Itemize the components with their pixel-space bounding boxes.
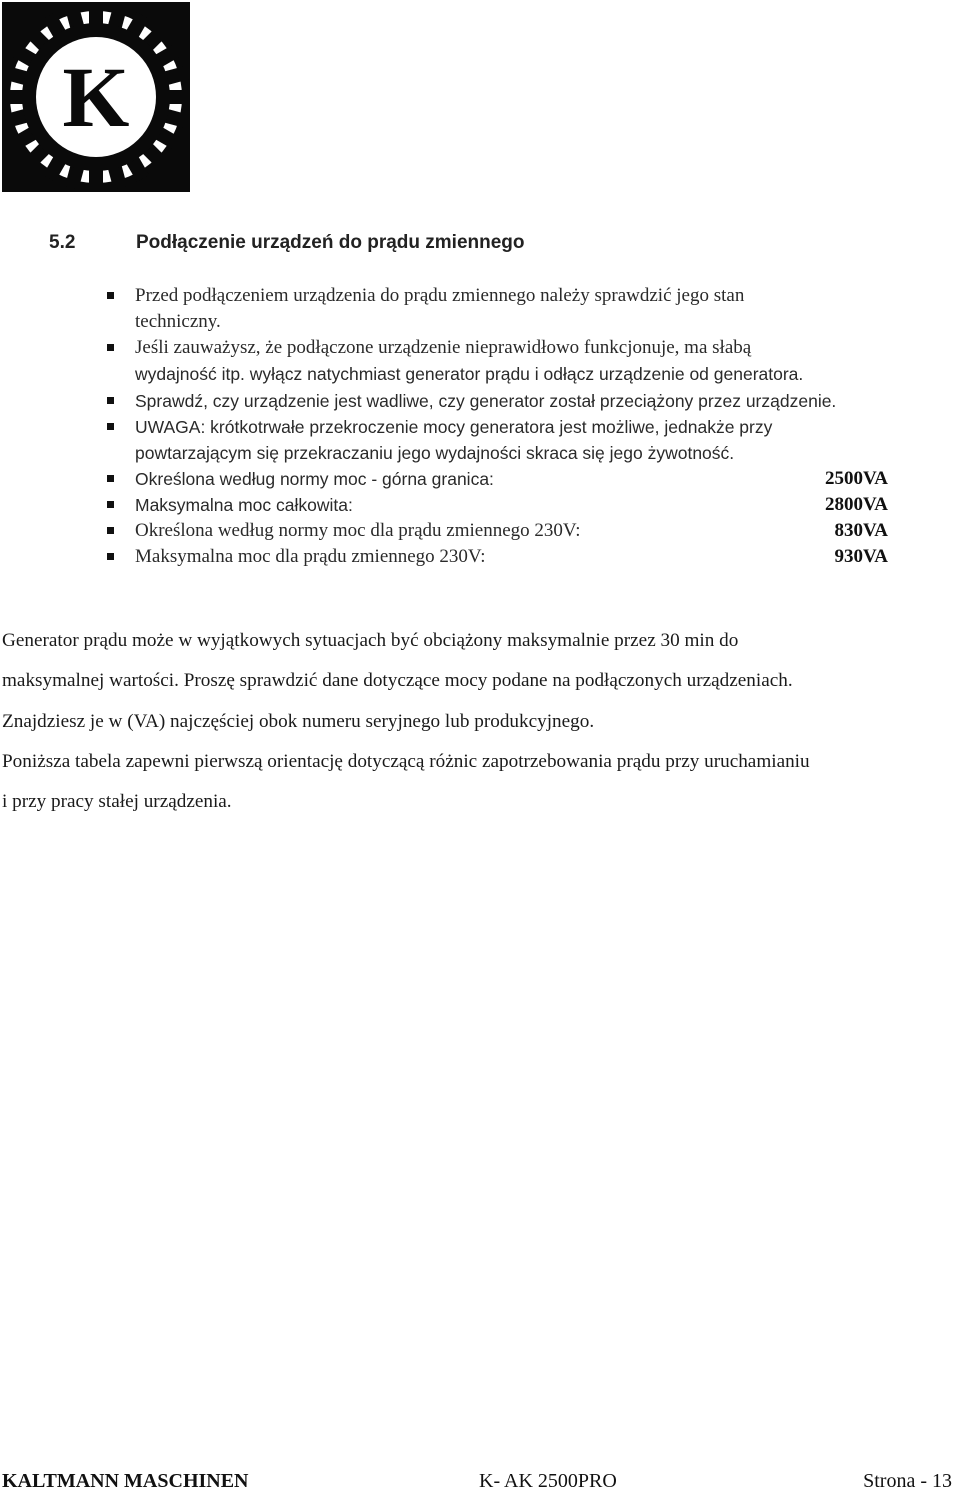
spec-row (104, 466, 904, 492)
kaltmann-gear-logo (2, 2, 190, 192)
paragraph-line: Generator prądu może w wyjątkowych sytuacjach być obciążony maksymalnie przez 30 min do (2, 630, 739, 651)
footer-company: KALTMANN MASCHINEN (2, 1470, 249, 1492)
list-item: UWAGA: krótkotrwałe przekroczenie mocy generatora jest możliwe, jednakże przy powtarzającym się przekraczaniu jego wydajności skraca się jego żywotność. (104, 414, 904, 466)
spec-row (104, 544, 904, 570)
spec-value: 2500VA (825, 468, 888, 489)
page-footer (2, 1470, 952, 1498)
footer-model: K- AK 2500PRO (479, 1470, 617, 1492)
spec-row (104, 492, 904, 518)
list-item: Sprawdź, czy urządzenie jest wadliwe, czy generator został przeciążony przez urządzenie. (104, 388, 904, 414)
list-item: Przed podłączeniem urządzenia do prądu zmiennego należy sprawdzić jego stan techniczny. (104, 283, 904, 335)
spec-label: Maksymalna moc całkowita: (135, 495, 353, 515)
spec-label: Określona według normy moc - górna granica: (135, 469, 494, 489)
spec-value: 830VA (834, 520, 888, 541)
spec-row (104, 518, 904, 544)
section-number: 5.2 (49, 232, 76, 253)
paragraph-line: Poniższa tabela zapewni pierwszą orientację dotyczącą różnic zapotrzebowania prądu przy uruchamianiu (2, 750, 810, 772)
spec-value: 930VA (834, 546, 888, 567)
spec-label: Maksymalna moc dla prądu zmiennego 230V: (135, 546, 486, 567)
section-heading (49, 232, 525, 254)
spec-value: 2800VA (825, 494, 888, 515)
spec-label: Określona według normy moc dla prądu zmiennego 230V: (135, 520, 581, 541)
list-item: Jeśli zauważysz, że podłączone urządzenie nieprawidłowo funkcjonuje, ma słabą wydajność itp. wyłącz natychmiast generator prądu i odłącz urządzenie od generatora. (104, 335, 904, 388)
paragraph-line: maksymalnej wartości. Proszę sprawdzić dane dotyczące mocy podane na podłączonych urządzeniach. (2, 670, 793, 692)
paragraph-line: Znajdziesz je w (VA) najczęściej obok numeru seryjnego lub produkcyjnego. (2, 710, 595, 732)
footer-page-number: Strona - 13 (863, 1470, 952, 1492)
body-paragraph (2, 621, 960, 822)
bullet-list (104, 283, 904, 570)
gear-k-logo-icon (2, 2, 190, 192)
paragraph-line: i przy pracy stałej urządzenia. (2, 791, 232, 813)
section-title: Podłączenie urządzeń do prądu zmiennego (136, 232, 525, 253)
logo-letter: K (62, 49, 130, 145)
